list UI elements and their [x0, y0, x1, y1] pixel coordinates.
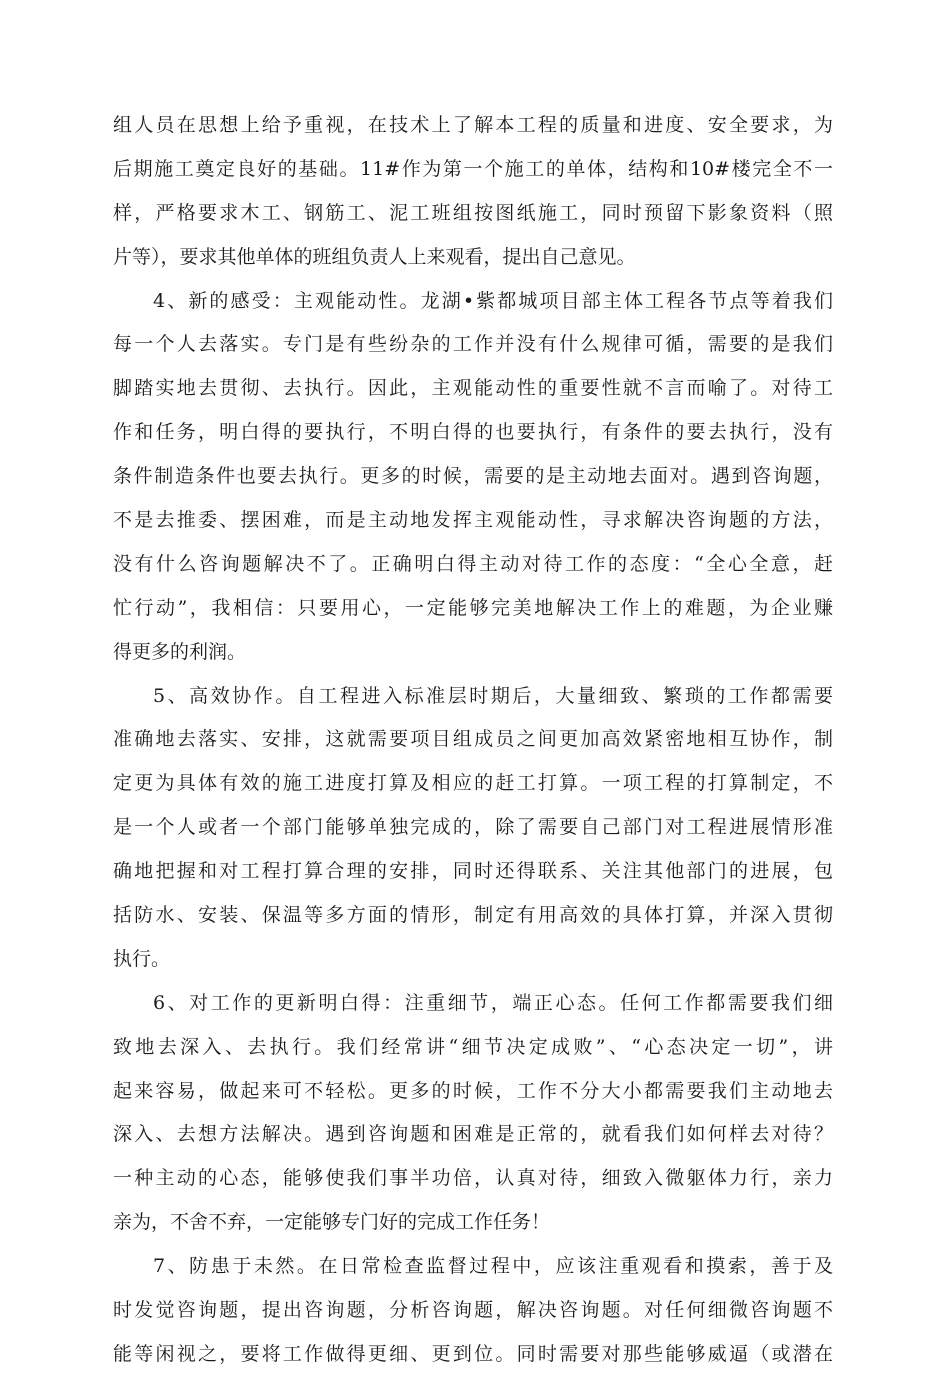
- text-line: 深入、去想方法解决。遇到咨询题和困难是正常的，就看我们如何样去对待？: [113, 1123, 833, 1146]
- text-line: 忙行动”，我相信：只要用心，一定能够完美地解决工作上的难题，为企业赚: [113, 596, 833, 619]
- text-line: 一种主动的心态，能够使我们事半功倍，认真对待，细致入微躯体力行，亲力: [113, 1167, 833, 1190]
- paragraph-4-start: 4、新的感受：主观能动性。龙湖•紫都城项目部主体工程各节点等着我们: [153, 289, 833, 312]
- paragraph-6-start: 6、对工作的更新明白得：注重细节，端正心态。任何工作都需要我们细: [153, 991, 833, 1014]
- paragraph-7-start: 7、防患于未然。在日常检查监督过程中，应该注重观看和摸索，善于及: [153, 1255, 833, 1278]
- text-line: 亲为，不舍不弃，一定能够专门好的完成工作任务！: [113, 1211, 551, 1234]
- text-line: 后期施工奠定良好的基础。11#作为第一个施工的单体，结构和10#楼完全不一: [113, 157, 833, 180]
- text-line: 得更多的利润。: [113, 640, 247, 663]
- text-line: 条件制造条件也要去执行。更多的时候，需要的是主动地去面对。遇到咨询题，: [113, 465, 833, 488]
- text-line: 不是去推委、摆困难，而是主动地发挥主观能动性，寻求解决咨询题的方法，: [113, 509, 833, 532]
- text-line: 脚踏实地去贯彻、去执行。因此，主观能动性的重要性就不言而喻了。对待工: [113, 377, 833, 400]
- text-line: 样，严格要求木工、钢筋工、泥工班组按图纸施工，同时预留下影象资料（照: [113, 201, 833, 224]
- text-line: 每一个人去落实。专门是有些纷杂的工作并没有什么规律可循，需要的是我们: [113, 333, 833, 356]
- text-line: 定更为具体有效的施工进度打算及相应的赶工打算。一项工程的打算制定，不: [113, 772, 833, 795]
- text-line: 作和任务，明白得的要执行，不明白得的也要执行，有条件的要去执行，没有: [113, 421, 833, 444]
- text-line: 没有什么咨询题解决不了。正确明白得主动对待工作的态度：“全心全意，赶: [113, 552, 833, 575]
- text-line: 能等闲视之，要将工作做得更细、更到位。同时需要对那些能够威逼（或潜在: [113, 1342, 833, 1365]
- text-line: 起来容易，做起来可不轻松。更多的时候，工作不分大小都需要我们主动地去: [113, 1079, 833, 1102]
- paragraph-5-start: 5、高效协作。自工程进入标准层时期后，大量细致、繁琐的工作都需要: [153, 684, 833, 707]
- text-line: 致地去深入、去执行。我们经常讲“细节决定成败”、“心态决定一切”，讲: [113, 1035, 833, 1058]
- text-line: 是一个人或者一个部门能够单独完成的，除了需要自己部门对工程进展情形准: [113, 816, 833, 839]
- body-text: [113, 104, 833, 1377]
- text-line: 准确地去落实、安排，这就需要项目组成员之间更加高效紧密地相互协作，制: [113, 728, 833, 751]
- text-line: 片等），要求其他单体的班组负责人上来观看，提出自己意见。: [113, 245, 636, 268]
- text-line: 时发觉咨询题，提出咨询题，分析咨询题，解决咨询题。对任何细微咨询题不: [113, 1299, 833, 1322]
- text-line: 括防水、安装、保温等多方面的情形，制定有用高效的具体打算，并深入贯彻: [113, 904, 833, 927]
- text-line: 组人员在思想上给予重视，在技术上了解本工程的质量和进度、安全要求，为: [113, 114, 833, 136]
- text-line: 确地把握和对工程打算合理的安排，同时还得联系、关注其他部门的进展，包: [113, 860, 833, 883]
- text-line: 执行。: [113, 947, 171, 970]
